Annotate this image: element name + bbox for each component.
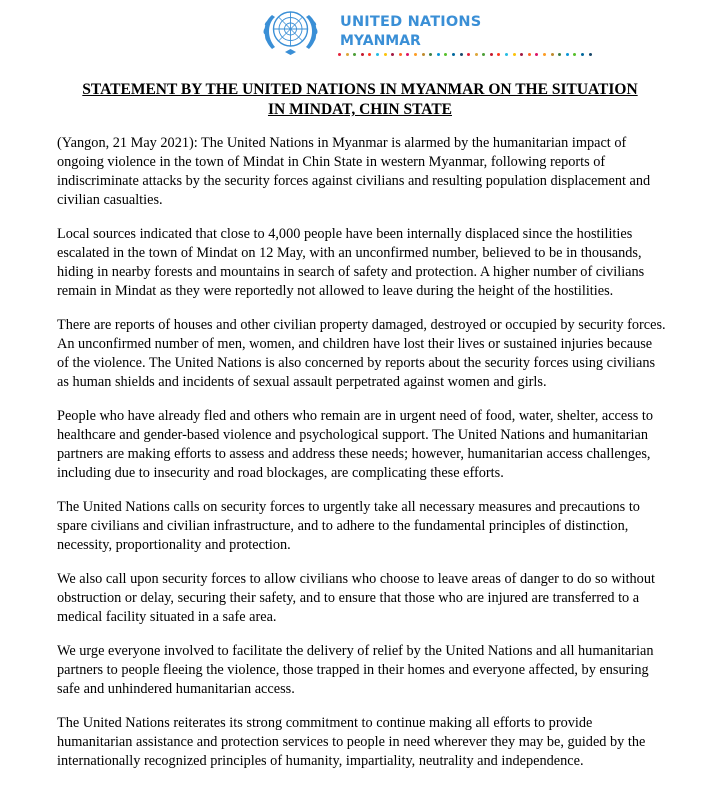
org-name-line2: MYANMAR bbox=[340, 33, 421, 49]
letterhead bbox=[258, 5, 518, 63]
sdg-dot bbox=[376, 53, 379, 56]
sdg-dot bbox=[528, 53, 531, 56]
paragraph: (Yangon, 21 May 2021): The United Nations in Myanmar is alarmed by the humanitarian impact of ongoing violence in the town of Mindat in Chin State in western Myanmar, following reports of indiscriminate attacks by the security forces against civilians and resulting population displacement and civilian casualties. bbox=[57, 135, 651, 208]
sdg-dot bbox=[338, 53, 341, 56]
sdg-dot bbox=[467, 53, 470, 56]
paragraph: We urge everyone involved to facilitate the delivery of relief by the United Nations and all humanitarian partners to people fleeing the violence, those trapped in their homes and everyone affected, by ensuring safe and unhindered humanitarian access. bbox=[57, 643, 654, 697]
sdg-dot bbox=[581, 53, 584, 56]
sdg-color-dots bbox=[338, 53, 592, 56]
sdg-dot bbox=[406, 53, 409, 56]
sdg-dot bbox=[391, 53, 394, 56]
sdg-dot bbox=[475, 53, 478, 56]
sdg-dot bbox=[452, 53, 455, 56]
sdg-dot bbox=[460, 53, 463, 56]
paragraph: We also call upon security forces to allow civilians who choose to leave areas of danger to do so without obstruction or delay, securing their safety, and to ensure that those who are injured are transferred to a medical facility situated in a safe area. bbox=[57, 571, 655, 625]
sdg-dot bbox=[353, 53, 356, 56]
sdg-dot bbox=[558, 53, 561, 56]
sdg-dot bbox=[399, 53, 402, 56]
sdg-dot bbox=[551, 53, 554, 56]
statement-title bbox=[40, 80, 680, 120]
sdg-dot bbox=[497, 53, 500, 56]
sdg-dot bbox=[513, 53, 516, 56]
un-emblem-icon bbox=[258, 5, 323, 60]
sdg-dot bbox=[520, 53, 523, 56]
sdg-dot bbox=[361, 53, 364, 56]
sdg-dot bbox=[566, 53, 569, 56]
paragraph: The United Nations calls on security forces to urgently take all necessary measures and precautions to spare civilians and civilian infrastructure, and to adhere to the fundamental principles of distinction, necessity, proportionality and protection. bbox=[57, 499, 640, 553]
sdg-dot bbox=[444, 53, 447, 56]
paragraph: People who have already fled and others who remain are in urgent need of food, water, shelter, access to healthcare and gender-based violence and psychological support. The United Nations and humanitarian partners are making efforts to assess and address these needs; however, humanitarian access challenges, including due to insecurity and road blockages, are complicating these efforts. bbox=[57, 408, 654, 481]
sdg-dot bbox=[384, 53, 387, 56]
sdg-dot bbox=[482, 53, 485, 56]
sdg-dot bbox=[543, 53, 546, 56]
title-line-1: STATEMENT BY THE UNITED NATIONS IN MYANMAR ON THE SITUATION bbox=[82, 81, 638, 98]
sdg-dot bbox=[535, 53, 538, 56]
statement-body bbox=[57, 134, 667, 786]
sdg-dot bbox=[490, 53, 493, 56]
sdg-dot bbox=[505, 53, 508, 56]
sdg-dot bbox=[422, 53, 425, 56]
paragraph: The United Nations reiterates its strong commitment to continue making all efforts to provide humanitarian assistance and protection services to people in need wherever they may be, guided by the internationally recognized principles of humanity, impartiality, neutrality and independence. bbox=[57, 715, 646, 769]
sdg-dot bbox=[346, 53, 349, 56]
org-name-line1: UNITED NATIONS bbox=[340, 14, 482, 30]
paragraph: Local sources indicated that close to 4,000 people have been internally displaced since the hostilities escalated in the town of Mindat on 12 May, with an unconfirmed number, believed to be in thousands, hiding in nearby forests and mountains in search of safety and protection. A higher number of civilians remain in Mindat as they were reportedly not allowed to leave during the height of the hostilities. bbox=[57, 226, 645, 299]
sdg-dot bbox=[573, 53, 576, 56]
paragraph: There are reports of houses and other civilian property damaged, destroyed or occupied by security forces. An unconfirmed number of men, women, and children have lost their lives or sustained injuries because of the violence. The United Nations is also concerned by reports about the security forces using civilians as human shields and incidents of sexual assault perpetrated against women and girls. bbox=[57, 317, 666, 390]
sdg-dot bbox=[437, 53, 440, 56]
sdg-dot bbox=[429, 53, 432, 56]
sdg-dot bbox=[414, 53, 417, 56]
title-line-2: IN MINDAT, CHIN STATE bbox=[267, 101, 452, 118]
sdg-dot bbox=[368, 53, 371, 56]
sdg-dot bbox=[589, 53, 592, 56]
